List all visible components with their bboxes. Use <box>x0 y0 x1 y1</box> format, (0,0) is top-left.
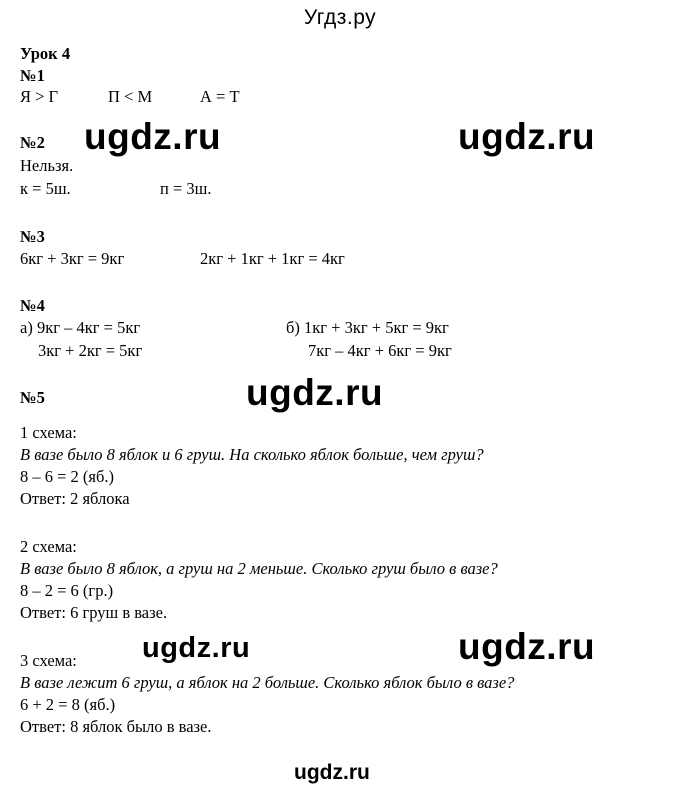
scheme-solution: 8 – 2 = 6 (гр.) <box>20 581 114 600</box>
task2-line: п = 3ш. <box>160 179 212 198</box>
scheme-label: 2 схема: <box>20 537 77 556</box>
scheme-solution: 6 + 2 = 8 (яб.) <box>20 695 116 714</box>
task4-part-b-line1: б) 1кг + 3кг + 5кг = 9кг <box>286 318 449 337</box>
task1-item: А = Т <box>200 87 240 106</box>
watermark: ugdz.ru <box>458 116 596 157</box>
task4-part-b-line2: 7кг – 4кг + 6кг = 9кг <box>308 341 452 360</box>
scheme-answer: Ответ: 8 яблок было в вазе. <box>20 717 212 736</box>
watermark: ugdz.ru <box>142 632 251 664</box>
footer-watermark: ugdz.ru <box>294 761 370 784</box>
scheme-answer: Ответ: 6 груш в вазе. <box>20 603 168 622</box>
scheme-answer: Ответ: 2 яблока <box>20 489 130 508</box>
task5-number: №5 <box>20 388 45 407</box>
task3-equation: 2кг + 1кг + 1кг = 4кг <box>200 249 345 268</box>
task1-number: №1 <box>20 66 45 85</box>
scheme-label: 3 схема: <box>20 651 77 670</box>
task3-equation: 6кг + 3кг = 9кг <box>20 249 125 268</box>
task1-item: Я > Г <box>20 87 59 106</box>
lesson-title: Урок 4 <box>20 44 71 63</box>
scheme-label: 1 схема: <box>20 423 77 442</box>
watermark: ugdz.ru <box>84 116 222 157</box>
task4-part-a-line2: 3кг + 2кг = 5кг <box>38 341 143 360</box>
task1-item: П < М <box>108 87 153 106</box>
scheme-problem: В вазе было 8 яблок, а груш на 2 меньше. Сколько груш было в вазе? <box>20 559 498 578</box>
scheme-problem: В вазе было 8 яблок и 6 груш. На сколько яблок больше, чем груш? <box>20 445 484 464</box>
task2-number: №2 <box>20 133 45 152</box>
watermark: ugdz.ru <box>458 626 596 667</box>
task2-answer: Нельзя. <box>20 156 74 175</box>
scheme-solution: 8 – 6 = 2 (яб.) <box>20 467 115 486</box>
site-title: Угдз.ру <box>303 6 377 29</box>
task2-line: к = 5ш. <box>20 179 71 198</box>
task4-part-a-line1: а) 9кг – 4кг = 5кг <box>20 318 141 337</box>
scheme-problem: В вазе лежит 6 груш, а яблок на 2 больше. Сколько яблок было в вазе? <box>20 673 515 692</box>
watermark: ugdz.ru <box>246 372 384 413</box>
task3-number: №3 <box>20 227 45 246</box>
task4-number: №4 <box>20 296 45 315</box>
